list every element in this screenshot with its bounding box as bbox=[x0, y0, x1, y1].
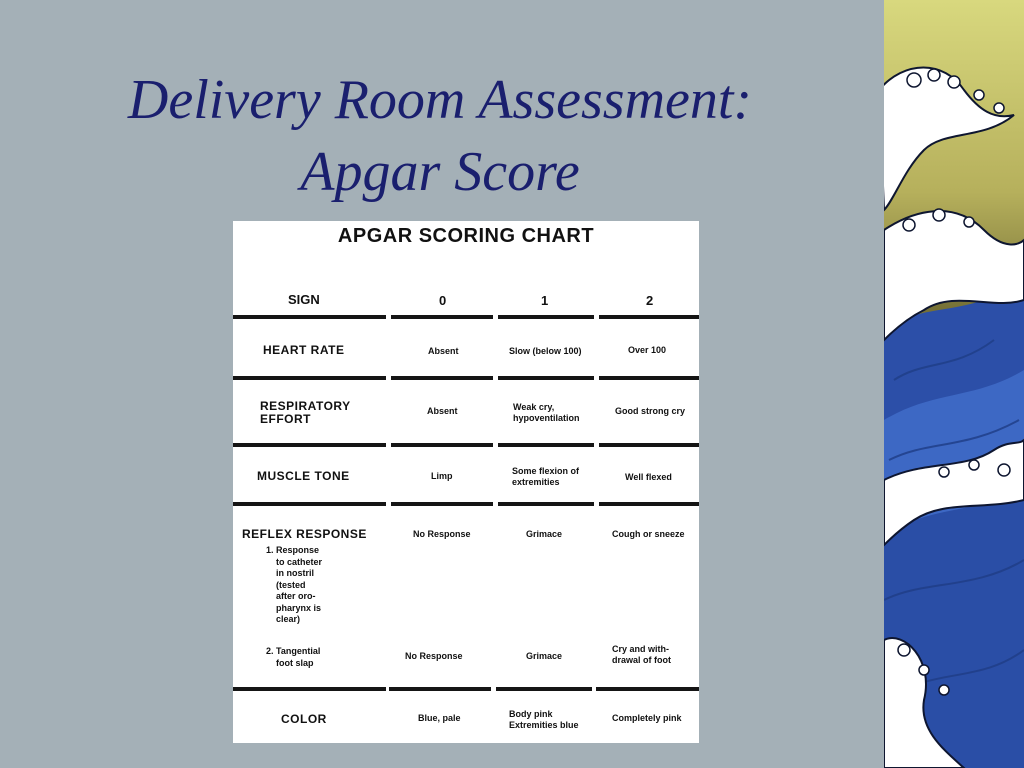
apgar-scoring-chart bbox=[233, 221, 699, 743]
respiratory-score-0: Absent bbox=[427, 406, 458, 416]
reflex-sub2-score-2 bbox=[612, 644, 671, 666]
muscle-tone-score-0: Limp bbox=[431, 471, 453, 481]
table-rule bbox=[233, 687, 386, 691]
header-score-2: 2 bbox=[646, 293, 654, 308]
header-score-1: 1 bbox=[541, 293, 549, 308]
table-rule bbox=[498, 315, 594, 319]
table-rule bbox=[391, 376, 493, 380]
sign-color: COLOR bbox=[281, 712, 327, 726]
sign-respiratory-effort bbox=[260, 400, 351, 426]
reflex-sub1-line: 1. Response bbox=[266, 545, 320, 555]
color-score-2: Completely pink bbox=[612, 713, 682, 723]
reflex-sub1-score-1: Grimace bbox=[526, 529, 563, 539]
header-score-0: 0 bbox=[439, 293, 447, 308]
muscle-tone-score-1-line-2: extremities bbox=[512, 477, 560, 487]
table-rule bbox=[233, 502, 386, 506]
color-score-0: Blue, pale bbox=[418, 713, 461, 723]
reflex-sub1-line: in nostril bbox=[276, 568, 314, 578]
table-rule bbox=[233, 443, 386, 447]
muscle-tone-score-2: Well flexed bbox=[625, 472, 672, 482]
table-rule bbox=[391, 443, 493, 447]
slide-title-line-2: Apgar Score bbox=[300, 141, 580, 203]
table-rule bbox=[391, 502, 493, 506]
reflex-sub1-line: to catheter bbox=[276, 556, 323, 567]
table-rule bbox=[498, 502, 594, 506]
reflex-sub1-score-0: No Response bbox=[413, 529, 471, 539]
color-score-1-line-2: Extremities blue bbox=[509, 720, 579, 730]
chart-title: APGAR SCORING CHART bbox=[337, 225, 595, 247]
reflex-sub2-score-2-line-1: Cry and with- bbox=[612, 644, 670, 654]
table-rule bbox=[496, 687, 592, 691]
respiratory-score-1-line-2: hypoventilation bbox=[513, 413, 580, 423]
reflex-sub1-score-2: Cough or sneeze bbox=[612, 529, 685, 539]
sign-reflex-response: REFLEX RESPONSE bbox=[242, 527, 367, 541]
table-rule bbox=[498, 443, 594, 447]
sign-heart-rate: HEART RATE bbox=[263, 343, 345, 357]
table-rule bbox=[599, 502, 699, 506]
reflex-sub2-score-0: No Response bbox=[405, 651, 463, 661]
table-rule bbox=[596, 687, 699, 691]
slide-title bbox=[40, 64, 840, 208]
heart-rate-score-2: Over 100 bbox=[628, 345, 667, 355]
respiratory-score-1 bbox=[513, 402, 580, 424]
table-rule bbox=[498, 376, 594, 380]
table-rule bbox=[389, 687, 491, 691]
muscle-tone-score-1 bbox=[512, 466, 579, 488]
wave-pattern-icon bbox=[884, 0, 1024, 768]
table-rule bbox=[599, 376, 699, 380]
sign-respiratory-line-1: RESPIRATORY bbox=[260, 399, 351, 413]
respiratory-score-2: Good strong cry bbox=[615, 406, 686, 416]
respiratory-score-1-line-1: Weak cry, bbox=[513, 402, 555, 412]
heart-rate-score-1: Slow (below 100) bbox=[509, 346, 582, 356]
color-score-1-line-1: Body pink bbox=[509, 709, 553, 719]
reflex-sub1-label bbox=[266, 545, 322, 626]
reflex-sub1-line: pharynx is bbox=[276, 602, 322, 613]
slide-title-line-1: Delivery Room Assessment: bbox=[127, 69, 753, 131]
table-rule bbox=[599, 315, 699, 319]
table-rule bbox=[233, 315, 386, 319]
reflex-sub2-label bbox=[266, 646, 320, 669]
muscle-tone-score-1-line-1: Some flexion of bbox=[512, 466, 580, 476]
reflex-sub2-line: 2. Tangential bbox=[266, 646, 321, 656]
sign-respiratory-line-2: EFFORT bbox=[260, 412, 311, 426]
table-rule bbox=[391, 315, 493, 319]
reflex-sub1-line: after oro- bbox=[276, 591, 316, 601]
sign-muscle-tone: MUSCLE TONE bbox=[257, 469, 350, 483]
reflex-sub1-line: (tested bbox=[276, 579, 306, 590]
reflex-sub2-line: foot slap bbox=[276, 657, 314, 668]
header-sign: SIGN bbox=[288, 292, 320, 307]
reflex-sub2-score-1: Grimace bbox=[526, 651, 563, 661]
color-score-1 bbox=[509, 709, 579, 731]
reflex-sub2-score-2-line-2: drawal of foot bbox=[612, 655, 671, 665]
table-rule bbox=[233, 376, 386, 380]
heart-rate-score-0: Absent bbox=[428, 346, 459, 356]
table-rule bbox=[599, 443, 699, 447]
reflex-sub1-line: clear) bbox=[276, 614, 301, 624]
